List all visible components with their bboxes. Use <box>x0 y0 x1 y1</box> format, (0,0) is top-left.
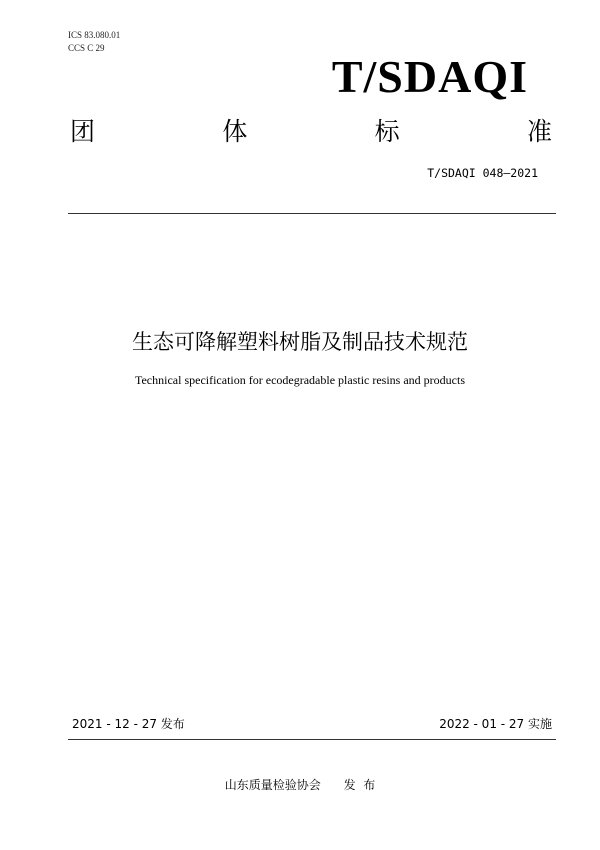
title-chinese: 生态可降解塑料树脂及制品技术规范 <box>132 330 468 354</box>
issue-date: 2021 - 12 - 27 发布 <box>72 717 185 731</box>
title-english: Technical specification for ecodegradable plastic resins and products <box>134 373 466 387</box>
standard-type-char: 准 <box>526 117 552 146</box>
standard-type-char: 体 <box>222 117 248 146</box>
standard-number: T/SDAQI 048—2021 <box>427 166 538 180</box>
footer-divider <box>68 739 556 740</box>
publisher: 山东质量检验协会 发 布 <box>224 778 376 792</box>
organization-code: T/SDAQI <box>331 51 528 102</box>
standard-type-heading <box>70 117 552 147</box>
header-divider <box>68 213 556 214</box>
standard-type-char: 标 <box>374 117 400 146</box>
ics-classification: ICS 83.080.01 <box>68 30 121 40</box>
implementation-date: 2022 - 01 - 27 实施 <box>439 717 552 731</box>
standard-type-char: 团 <box>70 117 96 146</box>
ccs-classification: CCS C 29 <box>68 43 105 53</box>
